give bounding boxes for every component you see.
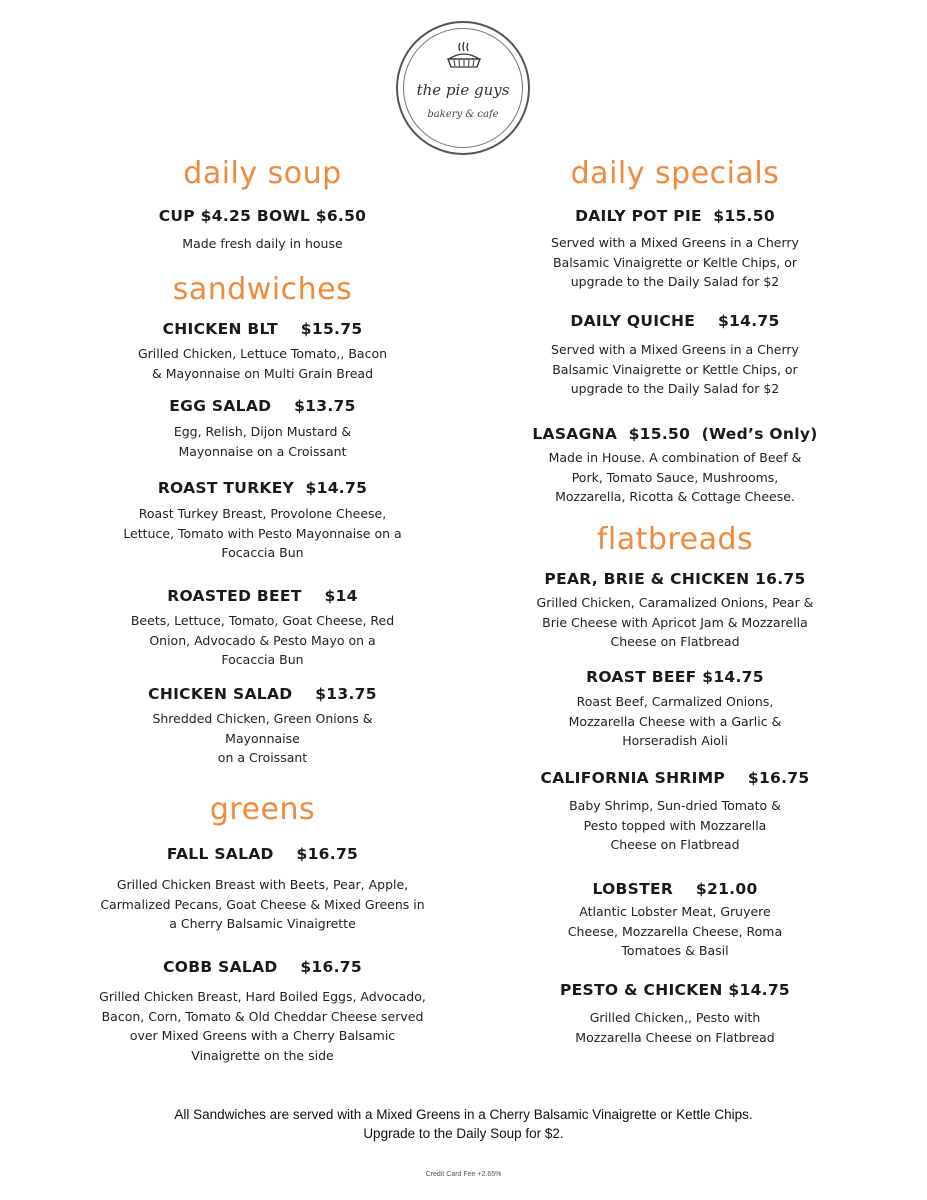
item-desc-roasted-beet: Beets, Lettuce, Tomato, Goat Cheese, Red Onion, Advocado & Pesto Mayo on a Focaccia Bun — [130, 613, 395, 667]
cafe-logo — [396, 21, 530, 155]
daily-specials-heading: daily specials — [570, 156, 780, 191]
item-desc-pesto-chicken: Grilled Chicken,, Pesto with Mozzarella Cheese on Flatbread — [575, 1010, 775, 1045]
item-title-roast-beef: ROAST BEEF $14.75 — [586, 668, 764, 686]
credit-card-fee: Credit Card Fee +2.65% — [425, 1171, 502, 1178]
footer-note — [0, 1105, 927, 1143]
item-title-pesto-chicken: PESTO & CHICKEN $14.75 — [559, 981, 791, 999]
sandwiches-heading: sandwiches — [172, 272, 353, 307]
logo-name: the pie guys — [416, 81, 510, 99]
daily-soup-heading: daily soup — [183, 156, 342, 191]
item-title-chicken-blt: CHICKEN BLT $15.75 — [162, 320, 363, 338]
flatbreads-heading: flatbreads — [596, 522, 754, 557]
soup-price-title: CUP $4.25 BOWL $6.50 — [158, 207, 367, 225]
logo-subtitle: bakery & cafe — [427, 109, 499, 120]
footer-line-2: Upgrade to the Daily Soup for $2. — [363, 1126, 564, 1141]
item-desc-chicken-salad: Shredded Chicken, Green Onions & Mayonnaise on a Croissant — [152, 711, 373, 765]
item-desc-california-shrimp: Baby Shrimp, Sun-dried Tomato & Pesto topped with Mozzarella Cheese on Flatbread — [569, 798, 781, 852]
item-title-roast-turkey: ROAST TURKEY $14.75 — [157, 479, 368, 497]
item-title-lobster: LOBSTER $21.00 — [592, 880, 758, 898]
footer-line-1: All Sandwiches are served with a Mixed Greens in a Cherry Balsamic Vinaigrette or Kettle Chips. — [174, 1107, 753, 1122]
item-title-lasagna: LASAGNA $15.50 (Wed’s Only) — [532, 425, 818, 443]
item-title-egg-salad: EGG SALAD $13.75 — [169, 397, 356, 415]
item-title-daily-pot-pie: DAILY POT PIE $15.50 — [575, 207, 775, 225]
item-desc-roast-beef: Roast Beef, Carmalized Onions, Mozzarella Cheese with a Garlic & Horseradish Aioli — [568, 694, 782, 748]
pie-icon — [444, 41, 484, 75]
item-desc-pear-brie-chicken: Grilled Chicken, Caramalized Onions, Pear & Brie Cheese with Apricot Jam & Mozzarella Cheese on Flatbread — [536, 595, 814, 649]
item-desc-lasagna: Made in House. A combination of Beef & Pork, Tomato Sauce, Mushrooms, Mozzarella, Ricotta & Cottage Cheese. — [548, 450, 802, 504]
item-desc-lobster: Atlantic Lobster Meat, Gruyere Cheese, Mozzarella Cheese, Roma Tomatoes & Basil — [567, 904, 783, 958]
item-title-california-shrimp: CALIFORNIA SHRIMP $16.75 — [540, 769, 810, 787]
item-title-roasted-beet: ROASTED BEET $14 — [167, 587, 358, 605]
greens-heading: greens — [209, 792, 316, 827]
item-desc-cobb-salad: Grilled Chicken Breast, Hard Boiled Eggs, Advocado, Bacon, Corn, Tomato & Old Cheddar Cheese served over Mixed Greens with a Cherry Balsamic Vinaigrette on the side — [99, 989, 426, 1063]
item-desc-daily-pot-pie: Served with a Mixed Greens in a Cherry Balsamic Vinaigrette or Keltle Chips, or upgrade to the Daily Salad for $2 — [551, 235, 799, 289]
item-title-pear-brie-chicken: PEAR, BRIE & CHICKEN 16.75 — [544, 570, 806, 588]
soup-description: Made fresh daily in house — [182, 236, 343, 251]
item-desc-roast-turkey: Roast Turkey Breast, Provolone Cheese, Lettuce, Tomato with Pesto Mayonnaise on a Focaccia Bun — [123, 506, 402, 560]
item-title-fall-salad: FALL SALAD $16.75 — [166, 845, 359, 863]
item-title-cobb-salad: COBB SALAD $16.75 — [163, 958, 362, 976]
item-desc-chicken-blt: Grilled Chicken, Lettuce Tomato,, Bacon & Mayonnaise on Multi Grain Bread — [137, 346, 388, 381]
item-title-chicken-salad: CHICKEN SALAD $13.75 — [148, 685, 377, 703]
item-desc-daily-quiche: Served with a Mixed Greens in a Cherry Balsamic Vinaigrette or Kettle Chips, or upgrade to the Daily Salad for $2 — [551, 342, 799, 396]
item-desc-fall-salad: Grilled Chicken Breast with Beets, Pear, Apple, Carmalized Pecans, Goat Cheese & Mixed Greens in a Cherry Balsamic Vinaigrette — [100, 877, 425, 931]
item-title-daily-quiche: DAILY QUICHE $14.75 — [570, 312, 780, 330]
item-desc-egg-salad: Egg, Relish, Dijon Mustard & Mayonnaise on a Croissant — [173, 424, 352, 459]
